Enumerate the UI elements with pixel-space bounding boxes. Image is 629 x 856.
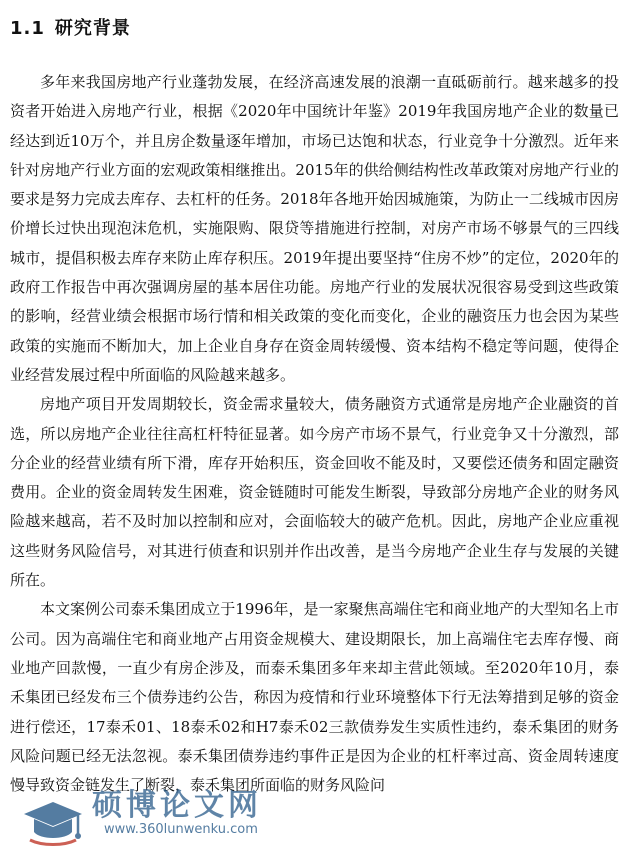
body-text <box>10 68 619 800</box>
paragraph: 本文案例公司泰禾集团成立于1996年，是一家聚焦高端住宅和商业地产的大型知名上市公司。因为高端住宅和商业地产占用资金规模大、建设期限长，加上高端住宅去库存慢、商业地产回款慢，一直少有房企涉及，而泰禾集团多年来却主营此领域。至2020年10月，泰禾集团已经发布三个债券违约公告，称因为疫情和行业环境整体下行无法筹措到足够的资金进行偿还，17泰禾01、18泰禾02和H7泰禾02三款债券发生实质性违约，泰禾集团的财务风险问题已经无法忽视。泰禾集团债券违约事件正是因为企业的杠杆率过高、资金周转速度慢导致资金链发生了断裂，泰禾集团所面临的财务风险问 <box>10 600 619 795</box>
section-title: 研究背景 <box>54 18 131 39</box>
section-heading <box>10 14 131 40</box>
paragraph: 多年来我国房地产行业蓬勃发展，在经济高速发展的浪潮一直砥砺前行。越来越多的投资者开始进入房地产行业，根据《2020年中国统计年鉴》2019年我国房地产企业的数量已经达到近10万个，并且房企数量逐年增加，市场已达饱和状态，行业竞争十分激烈。近年来针对房地产行业方面的宏观政策相继推出。2015年的供给侧结构性改革政策对房地产行业的要求是努力完成去库存、去杠杆的任务。2018年各地开始因城施策，为防止一二线城市因房价增长过快出现泡沫危机，实施限购、限贷等措施进行控制，对房产市场不够景气的三四线城市，提倡积极去库存来防止库存积压。2019年提出要坚持“住房不炒”的定位，2020年的政府工作报告中再次强调房屋的基本居住功能。房地产行业的发展状况很容易受到这些政策的影响，经营业绩会根据市场行情和相关政策的变化而变化，企业的融资压力也会因为某些政策的实施而不断加大，加上企业自身存在资金周转缓慢、资本结构不稳定等问题，使得企业经营发展过程中所面临的风险越来越多。 <box>10 73 619 384</box>
paragraph: 房地产项目开发周期较长，资金需求量较大，债务融资方式通常是房地产企业融资的首选，所以房地产企业往往高杠杆特征显著。如今房产市场不景气，行业竞争又十分激烈，部分企业的经营业绩有所下滑，库存开始积压，资金回收不能及时，又要偿还债务和固定融资费用。企业的资金周转发生困难，资金链随时可能发生断裂，导致部分房地产企业的财务风险越来越高，若不及时加以控制和应对，会面临较大的破产危机。因此，房地产企业应重视这些财务风险信号，对其进行侦查和识别并作出改善，是当今房地产企业生存与发展的关键所在。 <box>10 395 619 590</box>
section-number: 1.1 <box>10 18 45 39</box>
watermark-url: www.360lunwenku.com <box>104 822 258 837</box>
watermark-title: 硕博论文网 <box>92 788 262 823</box>
